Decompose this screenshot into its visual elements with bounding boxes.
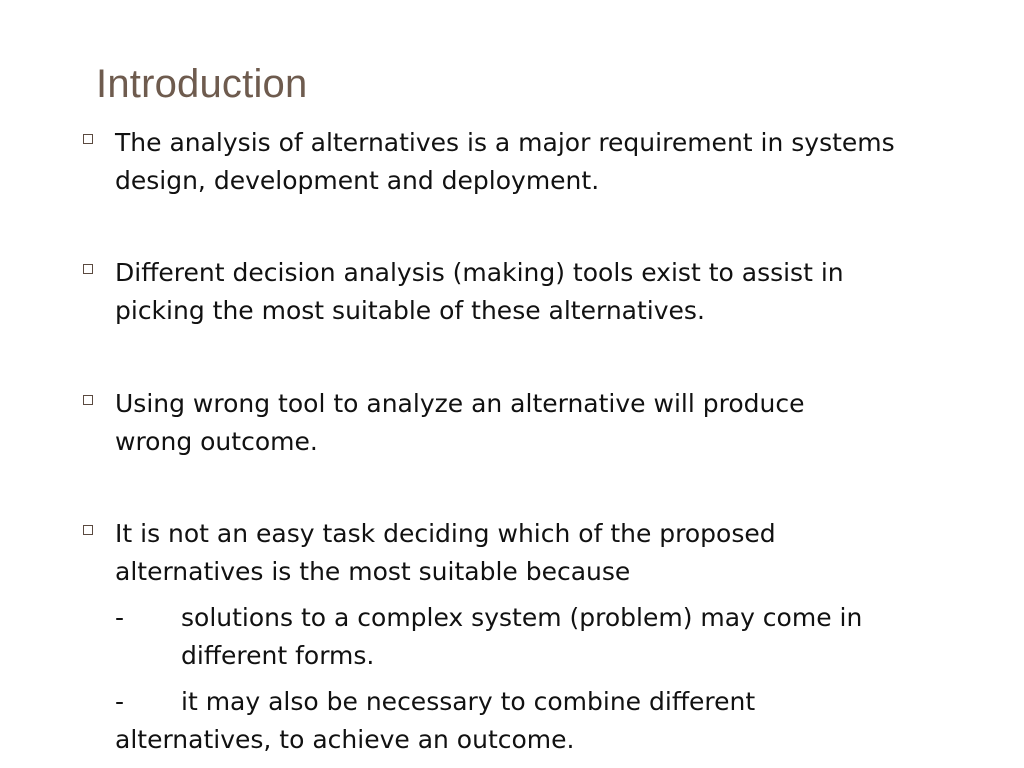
sub-item-line: solutions to a complex system (problem) may come in [181,603,863,632]
dash-marker: - [115,603,125,632]
bullet-line: Different decision analysis (making) tools exist to assist in [115,258,844,287]
bullet-line: picking the most suitable of these alternatives. [115,296,705,325]
square-bullet-icon [83,134,93,144]
bullet-line: The analysis of alternatives is a major requirement in systems [115,128,895,157]
bullet-line: alternatives is the most suitable because [115,557,631,586]
bullet-text [115,254,963,330]
bullet-text [115,515,963,591]
sub-item-line: it may also be necessary to combine different [181,687,756,716]
bullet-line: design, development and deployment. [115,166,600,195]
bullet-text [115,385,963,461]
sub-item-line: different forms. [181,641,375,670]
bullet-text [115,124,963,200]
dash-marker: - [115,687,125,716]
bullet-line: Using wrong tool to analyze an alternative will produce [115,389,805,418]
bullet-line: wrong outcome. [115,427,318,456]
square-bullet-icon [83,395,93,405]
bullet-line: It is not an easy task deciding which of the proposed [115,519,776,548]
square-bullet-icon [83,264,93,274]
slide-title: Introduction [96,62,308,106]
sub-item-line: alternatives, to achieve an outcome. [115,725,575,754]
square-bullet-icon [83,525,93,535]
